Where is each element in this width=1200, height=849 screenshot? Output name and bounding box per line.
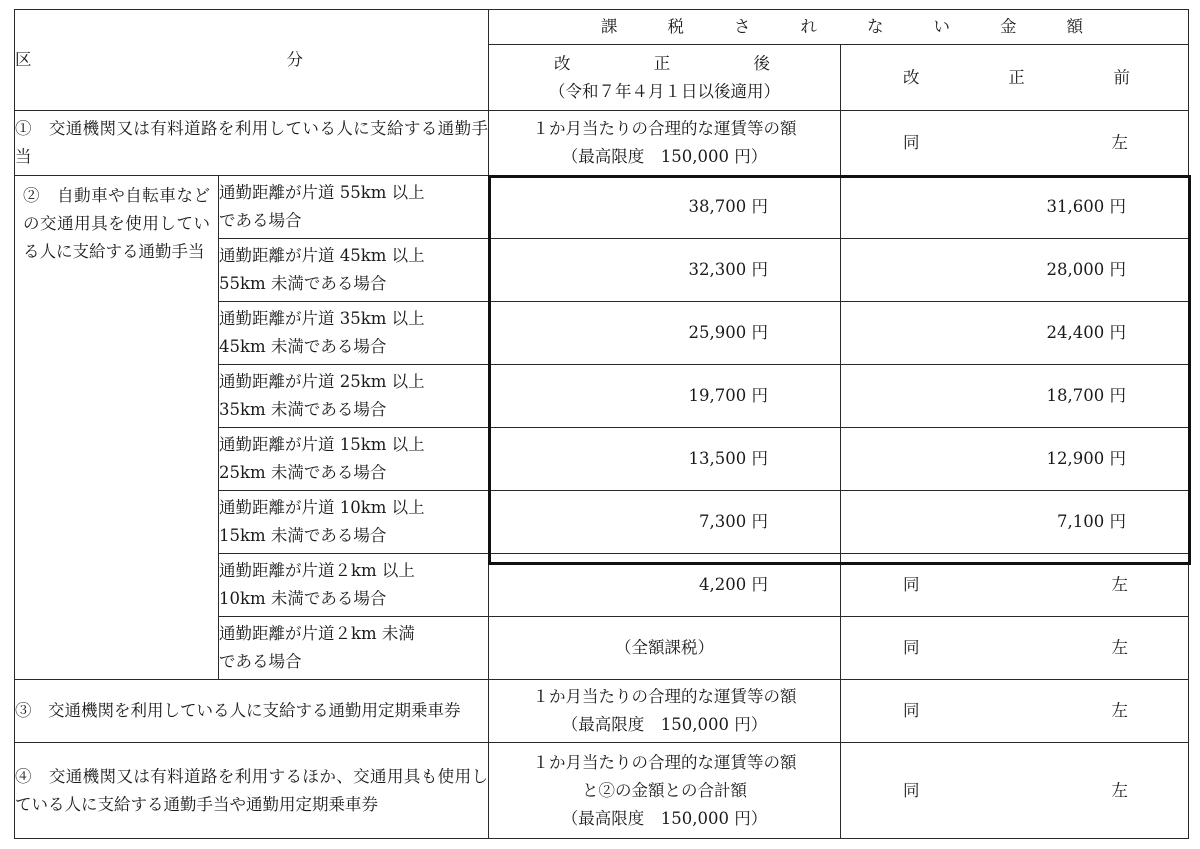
row3-after-line2: （最高限度 150,000 円）: [561, 715, 768, 734]
header-amount-title: [489, 10, 1189, 45]
distance-row-1-after: 38,700 円: [489, 176, 841, 239]
distance-line1: 通勤距離が片道 25km 以上: [219, 372, 425, 391]
distance-row-8-after: （全額課税）: [489, 617, 841, 680]
distance-row-4-before: 18,700 円: [841, 365, 1189, 428]
same-char: 左: [1111, 638, 1128, 657]
distance-line2: 55km 未満である場合: [219, 274, 387, 293]
distance-row-1-label: [219, 176, 489, 239]
same-char: 同: [903, 701, 920, 720]
row1-before: [841, 111, 1189, 176]
same-char: 左: [1111, 575, 1128, 594]
distance-line2: 15km 未満である場合: [219, 526, 387, 545]
amount-title-char: 税: [667, 17, 684, 36]
same-char: 左: [1111, 780, 1128, 800]
amount-title-char: れ: [800, 17, 817, 36]
distance-row-6-before: 7,100 円: [841, 491, 1189, 554]
after-title-char: 改: [554, 53, 571, 73]
amount-title-char: な: [867, 17, 884, 36]
header-before-revision: [841, 45, 1189, 111]
before-title-char: 改: [903, 67, 920, 87]
header-kubun-char-1: 区: [15, 50, 32, 69]
distance-row-8-before: [841, 617, 1189, 680]
distance-row-8-label: [219, 617, 489, 680]
distance-row-3-label: [219, 302, 489, 365]
distance-row-7-before: [841, 554, 1189, 617]
same-char: 同: [903, 575, 920, 594]
row1-label: ① 交通機関又は有料道路を利用している人に支給する通勤手当: [15, 111, 489, 176]
same-char: 同: [903, 133, 920, 152]
distance-row-5-label: [219, 428, 489, 491]
distance-row-7-label: [219, 554, 489, 617]
amount-title-char: 額: [1066, 17, 1083, 36]
distance-line1: 通勤距離が片道２km 未満: [219, 624, 415, 643]
amount-title-char: 課: [601, 17, 618, 36]
distance-row-5-after: 13,500 円: [489, 428, 841, 491]
distance-row-2-before: 28,000 円: [841, 239, 1189, 302]
after-revision-note: （令和７年４月１日以後適用）: [549, 81, 780, 101]
amount-title-char: い: [933, 17, 950, 36]
distance-line1: 通勤距離が片道 10km 以上: [219, 498, 425, 517]
distance-row-3-after: 25,900 円: [489, 302, 841, 365]
distance-line1: 通勤距離が片道２km 以上: [219, 561, 415, 580]
header-kubun: [15, 10, 489, 111]
distance-row-4-label: [219, 365, 489, 428]
after-title-char: 後: [753, 53, 770, 73]
row4-after-line1: １か月当たりの合理的な運賃等の額: [532, 752, 797, 772]
same-char: 同: [903, 780, 920, 800]
distance-line1: 通勤距離が片道 45km 以上: [219, 246, 425, 265]
row3-after-line1: １か月当たりの合理的な運賃等の額: [532, 687, 797, 706]
row3-label: ③ 交通機関を利用している人に支給する通勤用定期乗車券: [15, 680, 489, 743]
after-title-char: 正: [653, 53, 671, 73]
row1-after-line1: １か月当たりの合理的な運賃等の額: [532, 119, 797, 138]
distance-row-1-before: 31,600 円: [841, 176, 1189, 239]
commuting-allowance-table-frame: [14, 9, 1188, 839]
same-char: 同: [903, 638, 920, 657]
same-char: 左: [1111, 701, 1128, 720]
before-title-char: 前: [1113, 67, 1130, 87]
row3-after: [489, 680, 841, 743]
distance-line2: である場合: [219, 652, 302, 671]
row3-before: [841, 680, 1189, 743]
row4-after-line3: （最高限度 150,000 円）: [561, 808, 768, 828]
distance-row-2-label: [219, 239, 489, 302]
amount-title-char: さ: [734, 17, 751, 36]
distance-line2: 35km 未満である場合: [219, 400, 387, 419]
amount-title-char: 金: [1000, 17, 1017, 36]
row4-after: [489, 743, 841, 839]
distance-row-5-before: 12,900 円: [841, 428, 1189, 491]
row2-label: ② 自動車や自転車などの交通用具を使用している人に支給する通勤手当: [15, 176, 219, 680]
distance-line2: である場合: [219, 211, 302, 230]
distance-row-6-label: [219, 491, 489, 554]
distance-line2: 45km 未満である場合: [219, 337, 387, 356]
distance-row-4-after: 19,700 円: [489, 365, 841, 428]
header-kubun-char-2: 分: [286, 50, 303, 69]
distance-row-3-before: 24,400 円: [841, 302, 1189, 365]
row1-after-line2: （最高限度 150,000 円）: [561, 147, 768, 166]
row4-label: ④ 交通機関又は有料道路を利用するほか、交通用具も使用している人に支給する通勤手当や通勤用定期乗車券: [15, 743, 489, 839]
distance-line2: 25km 未満である場合: [219, 463, 387, 482]
distance-row-6-after: 7,300 円: [489, 491, 841, 554]
before-title-char: 正: [1008, 67, 1025, 87]
distance-line1: 通勤距離が片道 35km 以上: [219, 309, 425, 328]
distance-row-7-after: 4,200 円: [489, 554, 841, 617]
commuting-allowance-table: [14, 9, 1189, 839]
distance-row-2-after: 32,300 円: [489, 239, 841, 302]
row4-after-line2: と②の金額との合計額: [582, 780, 747, 800]
same-char: 左: [1111, 133, 1128, 152]
distance-line1: 通勤距離が片道 15km 以上: [219, 435, 425, 454]
distance-line1: 通勤距離が片道 55km 以上: [219, 183, 425, 202]
distance-line2: 10km 未満である場合: [219, 589, 387, 608]
row1-after: [489, 111, 841, 176]
row4-before: [841, 743, 1189, 839]
header-after-revision: [489, 45, 841, 111]
